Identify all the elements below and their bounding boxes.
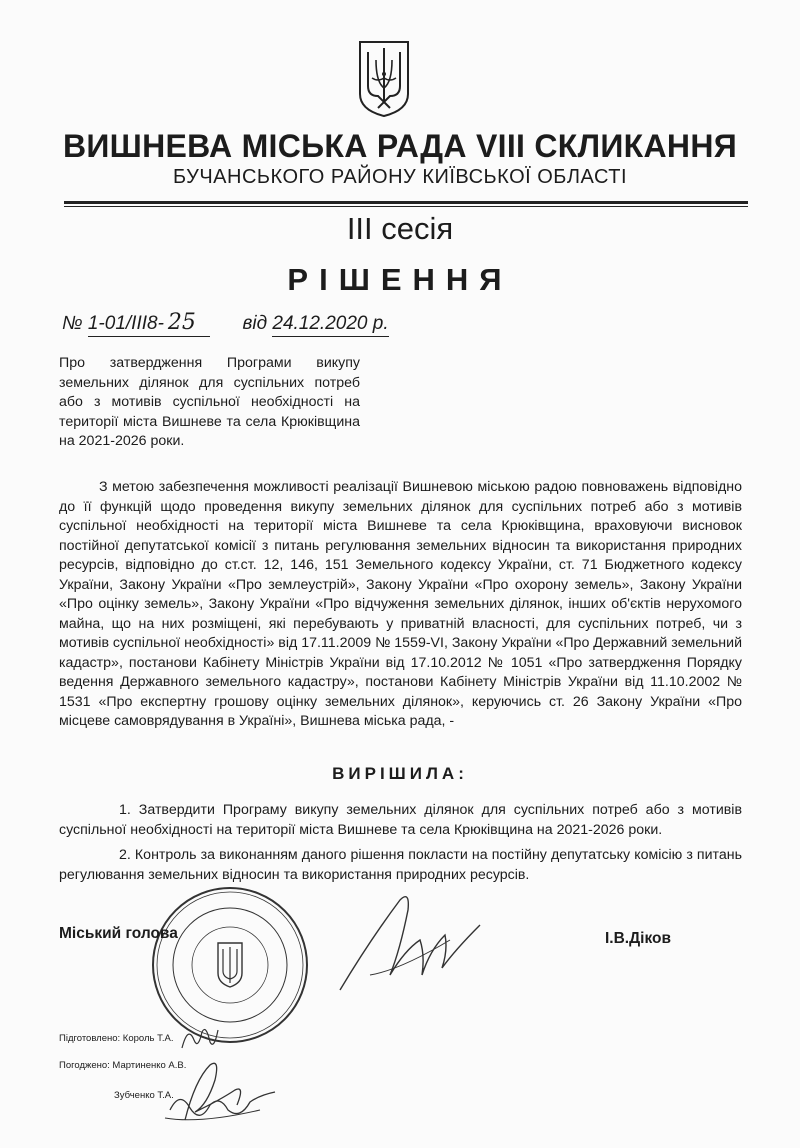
decided-heading: ВИРІШИЛА: — [332, 764, 468, 783]
mayor-title: Міський голова — [59, 925, 178, 942]
decision-item-2: 2. Контроль за виконанням даного рішення покласти на постійну депутатську комісію з питань регулювання земельних відносин та використання природних ресурсів. — [59, 847, 742, 883]
third-approver: Зубченко Т.А. — [114, 1090, 174, 1101]
header-divider-thin — [64, 206, 748, 207]
session-title: ІІІ сесія — [346, 211, 454, 246]
prepared-by: Підготовлено: Король Т.А. — [59, 1033, 174, 1044]
official-stamp — [150, 885, 310, 1045]
third-signature — [160, 1080, 280, 1130]
trident-emblem-icon — [356, 38, 412, 118]
decision-item-1: 1. Затвердити Програму викупу земельних ділянок для суспільних потреб або з мотивів суспільної необхідності на території міста Вишневе та села Крюківщина на 2021-2026 роки. — [59, 802, 742, 838]
council-name: ВИШНЕВА МІСЬКА РАДА VIII СКЛИКАННЯ — [62, 128, 738, 164]
preamble-paragraph: З метою забезпечення можливості реалізації Вишневою міською радою повноважень відповідно до її функцій щодо проведення викупу земельних ділянок для суспільних потреб або з мотивів суспільної необхідності на території міста Вишневе та села Крюківщина, враховуючи висновок постійної депутатської комісії з питань регулювання земельних відносин та використання природних ресурсів, відповідно до ст.ст. 12, 146, 151 Земельного кодексу України, ст. 71 Бюджетного кодексу України, Закону України «Про землеустрій», Закону України «Про охорону земель», Закону України «Про оцінку земель», Закону України «Про відчуження земельних ділянок, інших об'єктів нерухомого майна, що на них розміщені, які перебувають у приватній власності, для суспільних потреб, чи з мотивів суспільної необхідності» від 17.11.2009 № 1559-VI, Закону України «Про Державний земельний кадастр», постанови Кабінету Міністрів України від 17.10.2012 № 1051 «Про затвердження Порядку ведення Державного земельного кадастру», постанови Кабінету Міністрів України від 11.10.2002 № 1531 «Про експертну грошову оцінку земельних ділянок», керуючись ст. 26 Закону України «Про місцеве самоврядування в Україні», Вишнева міська рада, - — [59, 479, 742, 729]
mayor-signature — [330, 880, 490, 1000]
number-label: № — [62, 313, 83, 334]
decision-number-line — [62, 310, 389, 337]
decision-number — [88, 310, 210, 337]
agreed-by: Погоджено: Мартиненко А.В. — [59, 1060, 187, 1071]
mayor-name: І.В.Діков — [605, 930, 672, 947]
decision-number-printed: 1-01/ІІІ8- — [87, 313, 164, 334]
header-divider-thick — [64, 201, 748, 204]
decision-number-handwritten: 25 — [167, 310, 196, 335]
district-name: БУЧАНСЬКОГО РАЙОНУ КИЇВСЬКОЇ ОБЛАСТІ — [172, 166, 627, 188]
decision-date: 24.12.2020 р. — [272, 313, 388, 337]
document-type-title: РІШЕННЯ — [287, 262, 513, 297]
decision-subject: Про затвердження Програми викупу земельних ділянок для суспільних потреб або з мотивів суспільної необхідності на території міста Вишневе та села Крюківщина на 2021-2026 роки. — [59, 355, 360, 449]
date-label: від — [242, 313, 268, 334]
